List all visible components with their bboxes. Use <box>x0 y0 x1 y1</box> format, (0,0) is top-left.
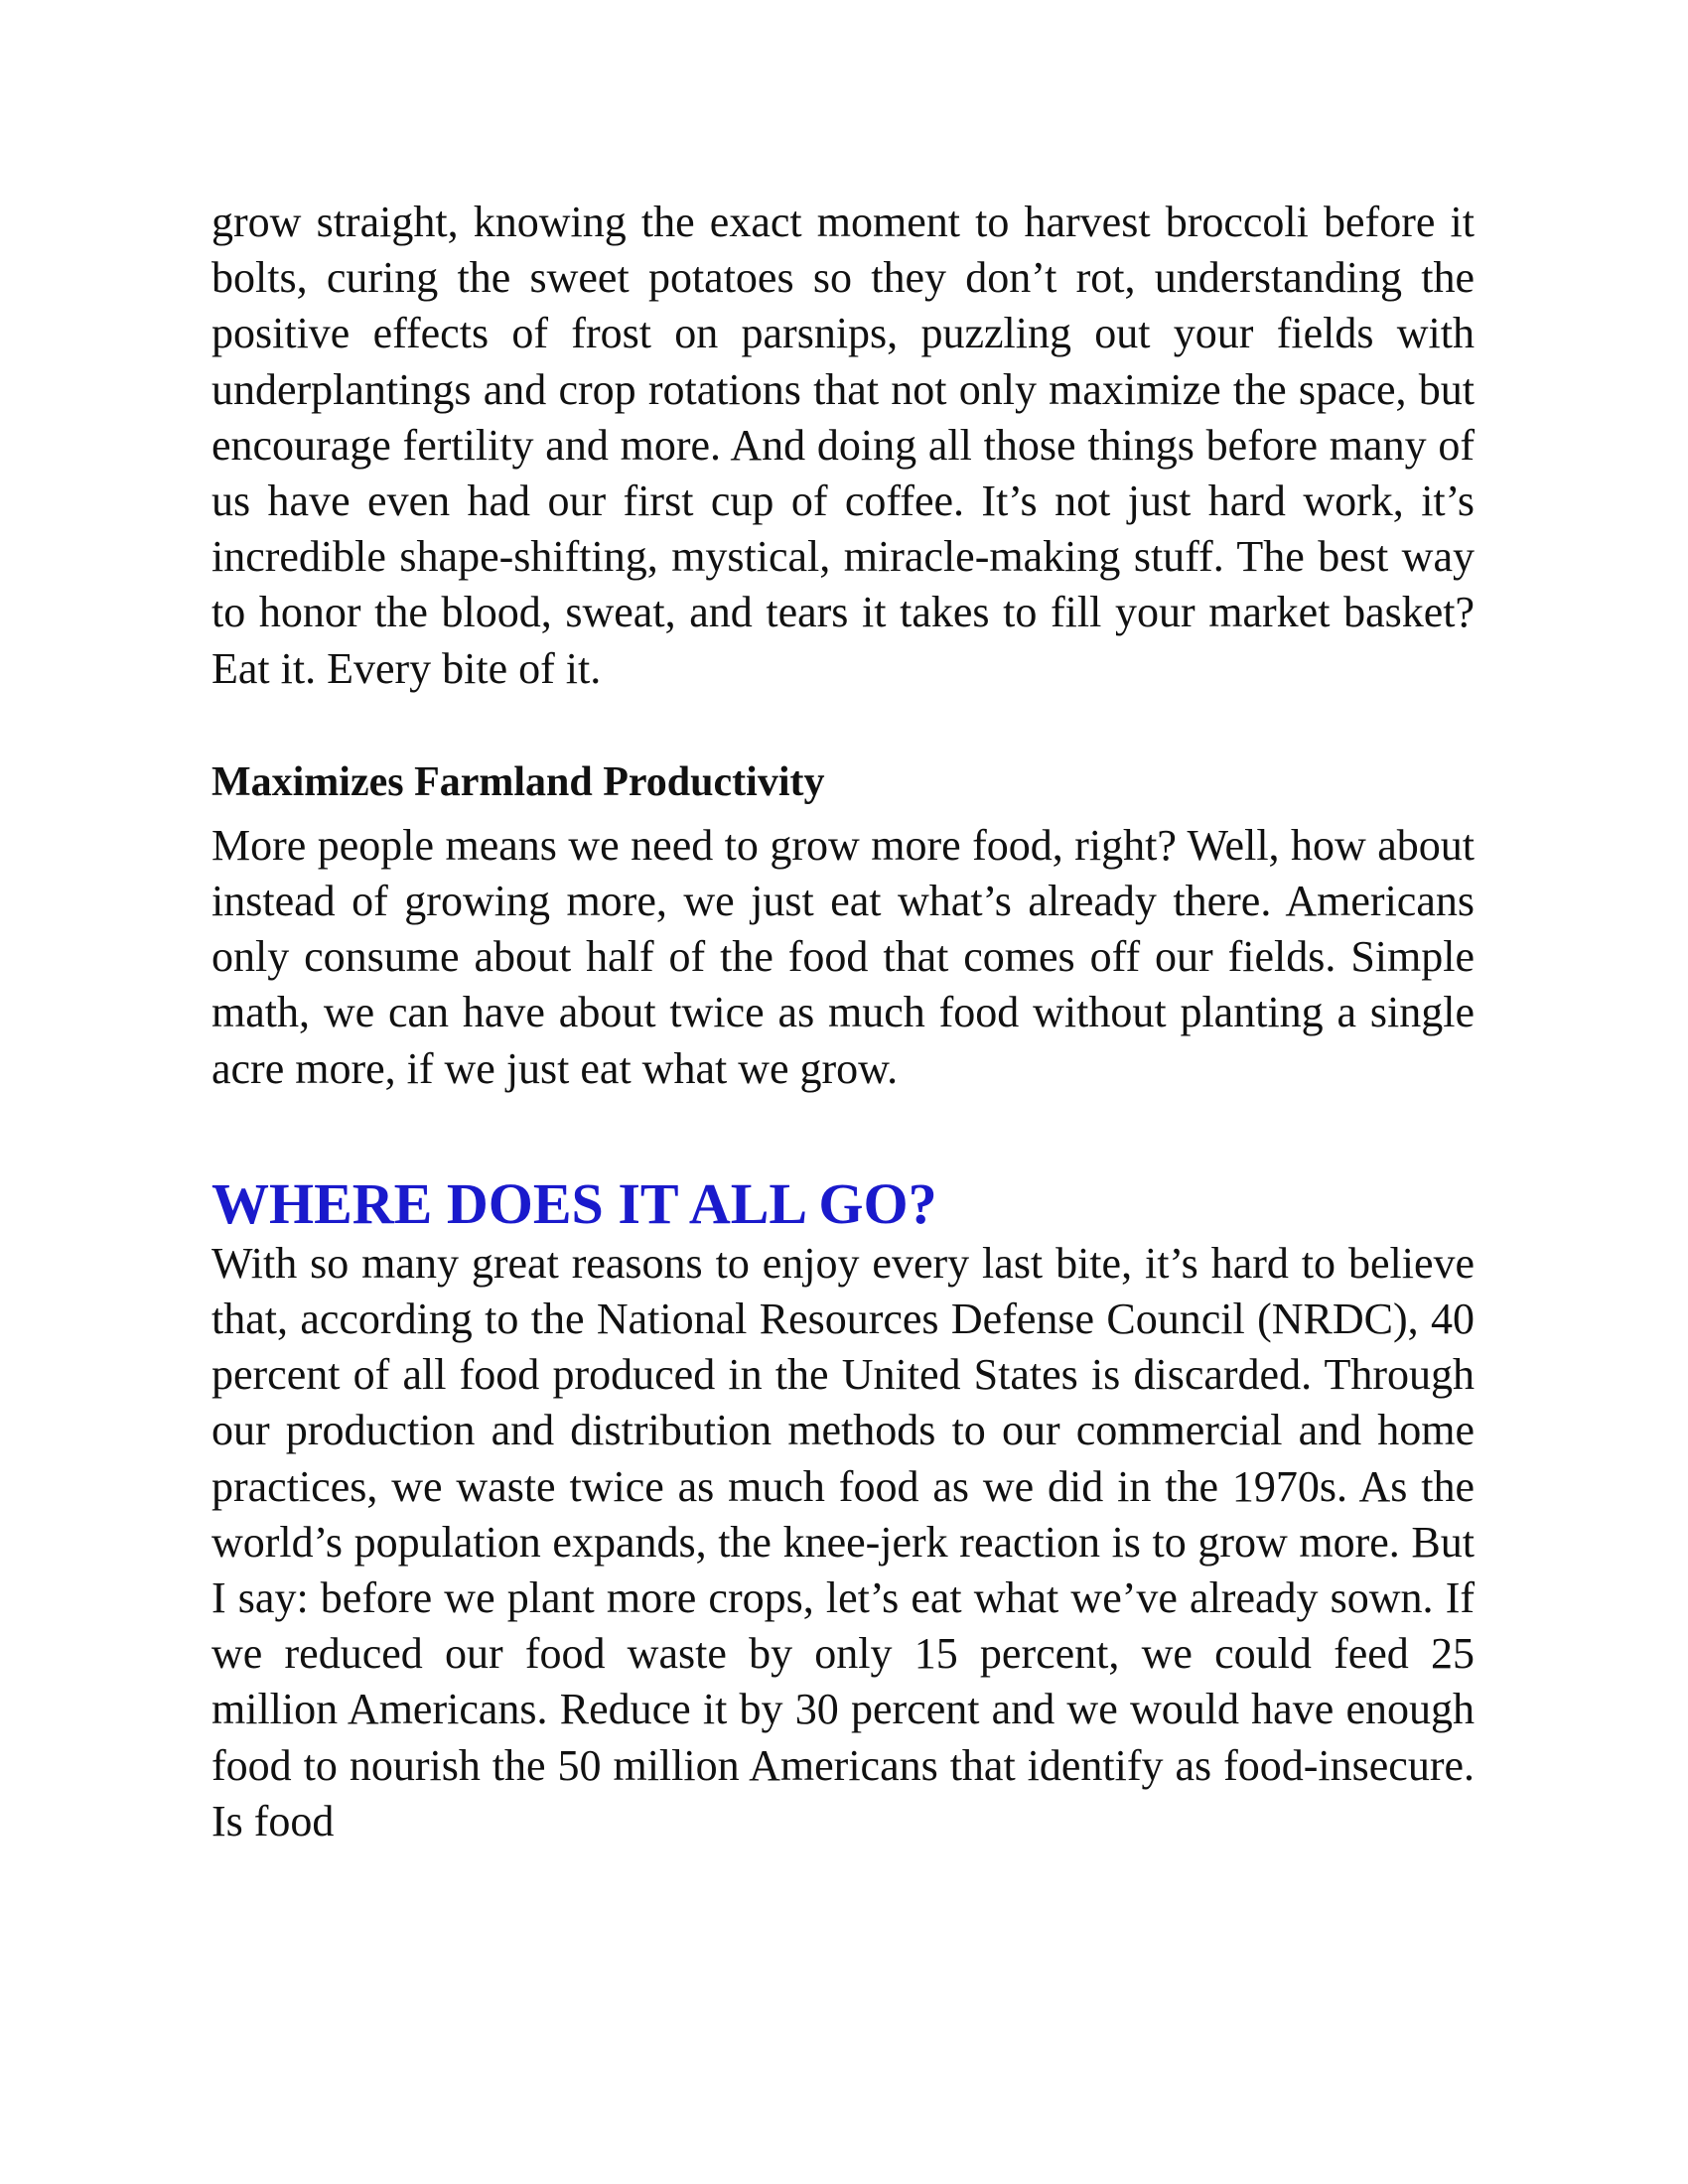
intro-paragraph: grow straight, knowing the exact moment to harvest broccoli before it bolts, curing the sweet potatoes so they don’t rot, understanding the positive effects of frost on parsnips, puzzling out your fields with underplantings and crop rotations that not only maximize the space, but encourage fertility and more. And doing all those things before many of us have even had our first cup of coffee. It’s not just hard work, it’s incredible shape-shifting, mystical, miracle-making stuff. The best way to honor the blood, sweat, and tears it takes to fill your market basket? Eat it. Every bite of it. <box>211 198 1475 693</box>
document-page <box>211 195 1475 1849</box>
where-paragraph: With so many great reasons to enjoy every last bite, it’s hard to believe that, according to the National Resources Defense Council (NRDC), 40 percent of all food produced in the United States is discarded. Through our production and distribution methods to our commercial and home practices, we waste twice as much food as we did in the 1970s. As the world’s population expands, the knee-jerk reaction is to grow more. But I say: before we plant more crops, let’s eat what we’ve already sown. If we reduced our food waste by only 15 percent, we could feed 25 million Americans. Reduce it by 30 percent and we would have enough food to nourish the 50 million Americans that identify as food-insecure. Is food <box>211 1238 1475 1845</box>
farmland-productivity-heading: Maximizes Farmland Productivity <box>211 758 825 805</box>
farmland-paragraph: More people means we need to grow more food, right? Well, how about instead of growing more, we just eat what’s already there. Americans only consume about half of the food that comes off our fields. Simple math, we can have about twice as much food without planting a single acre more, if we just eat what we grow. <box>211 820 1475 1093</box>
where-does-it-go-heading: WHERE DOES IT ALL GO? <box>211 1170 937 1236</box>
